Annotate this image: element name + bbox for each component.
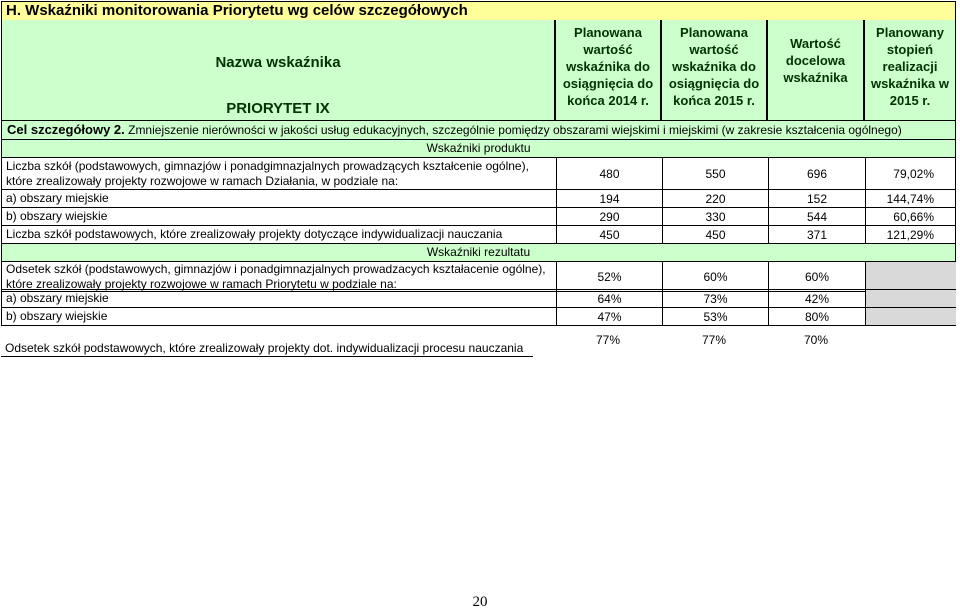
header-target-value: Wartość docelowa wskaźnika: [767, 20, 864, 120]
row-label: Liczba szkół podstawowych, które zrealizowały projekty dotyczące indywidualizacji nauczania: [6, 227, 503, 241]
cell-target: 696: [768, 158, 865, 189]
product-indicators-header: Wskaźniki produktu: [1, 139, 956, 158]
extra-row: [1, 325, 956, 359]
table-row: [1, 225, 956, 244]
header-planned-2014: Planowana wartość wskaźnika do osiągnięcia do końca 2014 r.: [555, 20, 661, 120]
goal-text: Zmniejszenie nierówności w jakości usług edukacyjnych, szczególnie pomiędzy obszarami wiejskimi i miejskimi (w zakresie kształcenia ogólnego): [128, 123, 902, 137]
cell-planned-2014: 194: [556, 190, 662, 207]
cell-planned-2014: 290: [556, 208, 662, 225]
cell-target: 152: [768, 190, 865, 207]
row-label: b) obszary wiejskie: [6, 209, 108, 223]
cell-planned-2015: 450: [662, 226, 768, 243]
table-row: [1, 207, 956, 226]
row-label: a) obszary miejskie: [6, 291, 109, 305]
cell-planned-2014: 52%: [556, 262, 662, 291]
cell-realization: 79,02%: [865, 158, 956, 189]
header-planned-2015: Planowana wartość wskaźnika do osiągnięcia do końca 2015 r.: [661, 20, 767, 120]
cell-realization: 60,66%: [865, 208, 956, 225]
header-name-label: Nazwa wskaźnika: [215, 54, 341, 71]
cell-target: 42%: [768, 290, 865, 307]
goal-label: Cel szczegółowy 2.: [7, 122, 125, 137]
row-label: a) obszary miejskie: [6, 191, 109, 205]
cell-planned-2015: 330: [662, 208, 768, 225]
cell-planned-2015: 73%: [662, 290, 768, 307]
cell-planned-2014: 64%: [556, 290, 662, 307]
row-label: b) obszary wiejskie: [6, 309, 108, 323]
row-label: Odsetek szkół podstawowych, które zrealizowały projekty dot. indywidualizacji procesu nauczania: [5, 341, 524, 355]
table-row: [1, 289, 956, 308]
cell-realization: 144,74%: [865, 190, 956, 207]
cell-realization-empty: [865, 262, 956, 291]
cell-realization-empty: [865, 290, 956, 307]
table-row: [1, 261, 956, 292]
cell-target: 60%: [768, 262, 865, 291]
row-label: Liczba szkół (podstawowych, gimnazjów i ponadgimnazjalnych prowadzących kształcenie ogólne), które zrealizowały projekty rozwojowe w ramach Działania, w podziale na:: [6, 159, 529, 188]
cell-target: 80%: [768, 308, 865, 325]
cell-realization-empty: [865, 308, 956, 325]
cell-planned-2015: 220: [662, 190, 768, 207]
page-number: 20: [472, 594, 488, 610]
goal-row: [1, 120, 956, 140]
cell-target: 70%: [803, 333, 829, 347]
table-row: [1, 307, 956, 326]
cell-planned-2015: 550: [662, 158, 768, 189]
result-indicators-header: Wskaźniki rezultatu: [1, 243, 956, 262]
cell-target: 371: [768, 226, 865, 243]
cell-planned-2015: 60%: [662, 262, 768, 291]
cell-planned-2014: 47%: [556, 308, 662, 325]
cell-realization: 121,29%: [865, 226, 956, 243]
row-label: Odsetek szkół (podstawowych, gimnazjów i ponadgimnazjalnych prowadzacych kształacenie ogólne), które zrealizowały projekty rozwojowe w ramach Priorytetu w podziale na:: [6, 262, 546, 291]
header-realization-degree: Planowany stopień realizacji wskaźnika w 2015 r.: [864, 20, 956, 120]
cell-planned-2015: 77%: [701, 333, 727, 347]
cell-planned-2014: 480: [556, 158, 662, 189]
section-title: H. Wskaźniki monitorowania Priorytetu wg celów szczegółowych: [1, 1, 956, 21]
priority-label: PRIORYTET IX: [226, 100, 330, 117]
cell-planned-2015: 53%: [662, 308, 768, 325]
cell-planned-2014: 77%: [595, 333, 621, 347]
cell-target: 544: [768, 208, 865, 225]
table-row: [1, 189, 956, 208]
row-underline: [1, 356, 533, 357]
cell-planned-2014: 450: [556, 226, 662, 243]
table-row: [1, 157, 956, 190]
